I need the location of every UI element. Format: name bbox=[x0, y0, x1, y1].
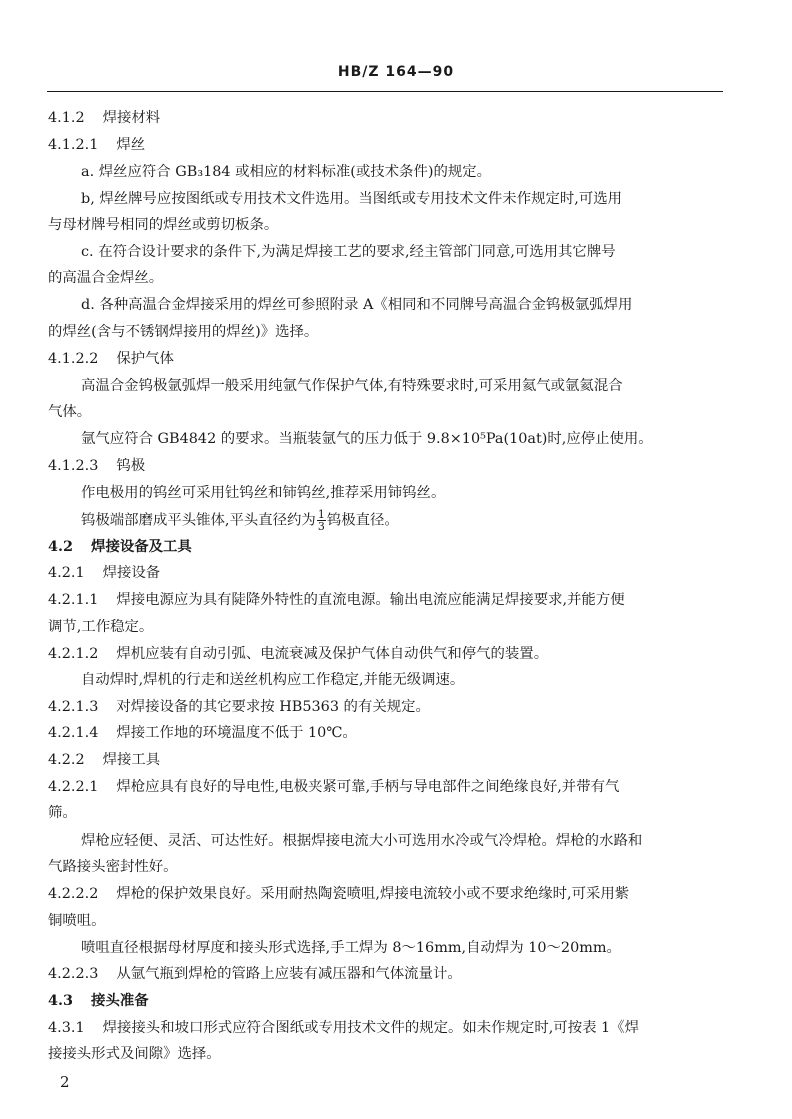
clause-number: 4.2.2.1 bbox=[48, 779, 99, 795]
text-line: 喷咀直径根据母材厚度和接头形式选择,手工焊为 8～16mm,自动焊为 10～20mm。 bbox=[81, 940, 621, 956]
text-line: 与母材牌号相同的焊丝或剪切板条。 bbox=[48, 217, 279, 233]
clause-4-2-1-2 bbox=[48, 644, 548, 664]
text-line: 自动焊时,焊机的行走和送丝机构应工作稳定,并能无级调速。 bbox=[81, 672, 465, 688]
clause-4-2 bbox=[48, 537, 192, 557]
clause-text: 对焊接设备的其它要求按 HB5363 的有关规定。 bbox=[116, 699, 430, 715]
text-line: 气路接头密封性好。 bbox=[48, 859, 178, 875]
clause-text: 焊枪应具有良好的导电性,电极夹紧可靠,手柄与导电部件之间绝缘良好,并带有气 bbox=[116, 779, 620, 795]
clause-4-2-2-2 bbox=[48, 884, 629, 904]
clause-4-2-1 bbox=[48, 563, 160, 583]
header-rule bbox=[47, 91, 723, 92]
text-line: c. 在符合设计要求的条件下,为满足焊接工艺的要求,经主管部门同意,可选用其它牌号 bbox=[81, 244, 616, 260]
section-title: 焊接设备及工具 bbox=[91, 538, 192, 555]
clause-number: 4.1.2.1 bbox=[48, 137, 99, 153]
clause-title: 焊丝 bbox=[116, 137, 146, 153]
text-line: b, 焊丝牌号应按图纸或专用技术文件选用。当图纸或专用技术文件未作规定时,可选用 bbox=[81, 191, 623, 207]
clause-title: 钨极 bbox=[116, 458, 146, 474]
clause-4-1-2-2 bbox=[48, 349, 174, 369]
clause-number: 4.1.2.3 bbox=[48, 458, 99, 474]
clause-number: 4.3 bbox=[48, 992, 74, 1009]
clause-text: 焊接电源应为具有陡降外特性的直流电源。输出电流应能满足焊接要求,并能方便 bbox=[116, 592, 625, 608]
clause-number: 4.1.2.2 bbox=[48, 351, 99, 367]
clause-number: 4.1.2 bbox=[48, 110, 85, 126]
text-line: 接接头形式及间隙》选择。 bbox=[48, 1046, 221, 1062]
text-line: 筛。 bbox=[48, 805, 77, 821]
clause-title: 焊接材料 bbox=[102, 110, 161, 126]
clause-text: 焊机应装有自动引弧、电流衰减及保护气体自动供气和停气的装置。 bbox=[116, 646, 549, 662]
text-line: 铜喷咀。 bbox=[48, 913, 106, 929]
clause-number: 4.2.2.2 bbox=[48, 886, 99, 902]
fraction-one-third bbox=[317, 509, 326, 532]
clause-number: 4.2.1 bbox=[48, 565, 85, 581]
clause-text: 焊接工作地的环境温度不低于 10℃。 bbox=[116, 725, 357, 741]
section-title: 接头准备 bbox=[91, 992, 149, 1009]
text-segment: 钨极直径。 bbox=[326, 512, 399, 529]
text-line: a. 焊丝应符合 GB₃184 或相应的材料标准(或技术条件)的规定。 bbox=[81, 164, 492, 180]
clause-title: 保护气体 bbox=[116, 351, 174, 367]
clause-title: 焊接工具 bbox=[102, 752, 161, 768]
clause-4-2-1-4 bbox=[48, 723, 357, 743]
clause-number: 4.2.2.3 bbox=[48, 966, 99, 982]
clause-4-1-2-3 bbox=[48, 456, 145, 476]
standard-code-header: HB/Z 164—90 bbox=[337, 64, 455, 80]
clause-number: 4.2.1.3 bbox=[48, 699, 99, 715]
text-line: 的高温合金焊丝。 bbox=[48, 270, 164, 286]
clause-number: 4.2.1.2 bbox=[48, 646, 99, 662]
clause-4-2-2-3 bbox=[48, 964, 462, 984]
clause-number: 4.2.1.1 bbox=[48, 592, 99, 608]
clause-4-1-2 bbox=[48, 108, 160, 128]
clause-text: 焊枪的保护效果良好。采用耐热陶瓷喷咀,焊接电流较小或不要求绝缘时,可采用紫 bbox=[116, 886, 630, 902]
clause-4-2-1-3 bbox=[48, 697, 430, 717]
text-line: 氩气应符合 GB4842 的要求。当瓶装氩气的压力低于 9.8×10⁵Pa(10at)时,应停止使用。 bbox=[81, 431, 653, 447]
page-number: 2 bbox=[60, 1073, 70, 1091]
clause-4-2-2-1 bbox=[48, 777, 619, 797]
text-line: 作电极用的钨丝可采用钍钨丝和铈钨丝,推荐采用铈钨丝。 bbox=[81, 485, 446, 501]
text-line: 高温合金钨极氩弧焊一般采用纯氩气作保护气体,有特殊要求时,可采用氦气或氩氦混合 bbox=[81, 378, 623, 394]
clause-number: 4.2 bbox=[48, 538, 74, 555]
fraction-numerator: 1 bbox=[317, 508, 325, 521]
text-line: 焊枪应轻便、灵活、可达性好。根据焊接电流大小可选用水冷或气冷焊枪。焊枪的水路和 bbox=[81, 833, 643, 849]
clause-4-2-2 bbox=[48, 750, 160, 770]
clause-number: 4.2.2 bbox=[48, 752, 85, 768]
fraction-denominator: 3 bbox=[317, 520, 325, 533]
text-line-with-fraction bbox=[81, 509, 399, 532]
clause-4-3-1 bbox=[48, 1018, 639, 1038]
clause-4-1-2-1 bbox=[48, 135, 145, 155]
clause-text: 从氩气瓶到焊枪的管路上应装有减压器和气体流量计。 bbox=[116, 966, 462, 982]
clause-title: 焊接设备 bbox=[102, 565, 161, 581]
clause-text: 焊接接头和坡口形式应符合图纸或专用技术文件的规定。如未作规定时,可按表 1《焊 bbox=[102, 1020, 639, 1036]
clause-number: 4.3.1 bbox=[48, 1020, 85, 1036]
clause-4-2-1-1 bbox=[48, 590, 625, 610]
text-line: 的焊丝(含与不锈钢焊接用的焊丝)》选择。 bbox=[48, 324, 319, 340]
text-segment: 钨极端部磨成平头锥体,平头直径约为 bbox=[81, 512, 316, 529]
text-line: 气体。 bbox=[48, 404, 92, 420]
clause-4-3 bbox=[48, 991, 149, 1011]
text-line: 调节,工作稳定。 bbox=[48, 619, 154, 635]
clause-number: 4.2.1.4 bbox=[48, 725, 99, 741]
text-line: d. 各种高温合金焊接采用的焊丝可参照附录 A《相同和不同牌号高温合金钨极氩弧焊用 bbox=[81, 297, 633, 313]
